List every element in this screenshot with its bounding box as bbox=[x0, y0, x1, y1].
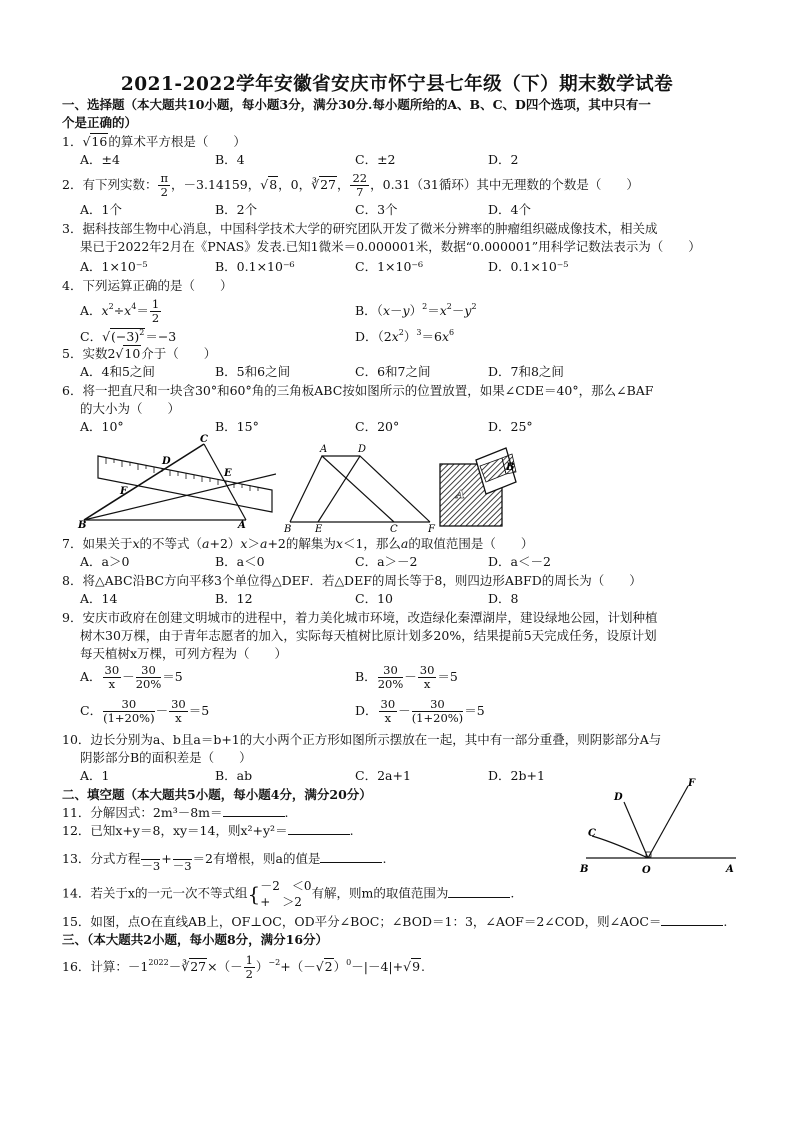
q1-option-d: D．2 bbox=[488, 152, 519, 167]
q10-option-c: C．2a+1 bbox=[355, 768, 411, 783]
q5-option-b: B．5和6之间 bbox=[215, 364, 291, 379]
q3-option-a: A．1×10⁻⁵ bbox=[80, 259, 148, 274]
fig4-label-f: F bbox=[688, 778, 696, 789]
section1-heading-cont: 个是正确的） bbox=[62, 115, 138, 130]
fig1-label-a: A bbox=[238, 520, 246, 530]
figure-overlapping-squares bbox=[436, 442, 526, 532]
q6-stem-cont: 的大小为（ ） bbox=[80, 401, 181, 416]
section3-heading: 三、（本大题共2小题，每小题8分，满分16分） bbox=[62, 932, 329, 947]
q7-option-b: B．a＜0 bbox=[215, 554, 265, 569]
q3-stem-cont: 果已于2022年2月在《PNAS》发表.已知1微米＝0.000001米，数据“0.000001”用科学记数法表示为（ ） bbox=[80, 239, 701, 254]
q3-stem: 3．据科技部生物中心消息，中国科学技术大学的研究团队开发了微米分辨率的肿瘤组织磁成像技术，相关成 bbox=[62, 221, 658, 236]
fig4-label-o: O bbox=[642, 865, 651, 876]
q4-option-d: D．$(2x^2)^3=6x^6$ bbox=[355, 328, 455, 344]
fig4-label-c: C bbox=[588, 828, 596, 839]
q2-stem: 2．有下列实数： $\frac{\pi}{2}$ ，－3.14159，√8，0，∛27， $\frac{22}{7}$ ，0.31（31循环）其中无理数的个数是（ ） bbox=[62, 171, 639, 199]
q5-option-d: D．7和8之间 bbox=[488, 364, 564, 379]
q1-option-a: A．±4 bbox=[80, 152, 120, 167]
q3-option-d: D．0.1×10⁻⁵ bbox=[488, 259, 569, 274]
section1-heading: 一、选择题（本大题共10小题，每小题3分，满分30分.每小题所给的A、B、C、D四个选项，其中只有一 bbox=[62, 97, 651, 112]
figure-angle-diagram bbox=[576, 776, 746, 876]
q4-option-b: B．$(x-y)^2=x^2-y^2$ bbox=[355, 302, 477, 318]
q8-option-a: A．14 bbox=[80, 591, 118, 606]
fig4-label-a: A bbox=[726, 864, 734, 875]
q12-answer-blank[interactable] bbox=[288, 822, 350, 835]
q2-option-a: A．1个 bbox=[80, 202, 122, 217]
q2-option-b: B．2个 bbox=[215, 202, 258, 217]
q12-stem: 12．已知x+y＝8，xy＝14，则x²+y²＝ . bbox=[62, 823, 354, 838]
fig1-label-e: E bbox=[224, 468, 232, 479]
q10-option-d: D．2b+1 bbox=[488, 768, 545, 783]
q3-option-c: C．1×10⁻⁶ bbox=[355, 259, 424, 274]
q1-option-b: B．4 bbox=[215, 152, 245, 167]
fig1-label-b: B bbox=[78, 520, 87, 530]
q7-option-c: C．a＞－2 bbox=[355, 554, 418, 569]
fig2-label-b: B bbox=[284, 524, 292, 532]
fig2-label-d: D bbox=[358, 444, 367, 455]
fig1-label-f: F bbox=[120, 486, 128, 497]
figure-ruler-triangle bbox=[76, 434, 276, 530]
fig3-label-b: B bbox=[506, 462, 515, 473]
q15-answer-blank[interactable] bbox=[661, 913, 723, 926]
q4-option-c: C．$√(-3)^2=-3$ bbox=[80, 328, 177, 344]
q3-option-b: B．0.1×10⁻⁶ bbox=[215, 259, 295, 274]
q4-option-a: A．$x^2\div x^4=$ $\frac{1}{2}$ bbox=[80, 297, 160, 325]
fig2-label-f: F bbox=[428, 524, 435, 532]
q10-option-b: B．ab bbox=[215, 768, 253, 783]
q11-answer-blank[interactable] bbox=[223, 804, 285, 817]
q4-stem: 4．下列运算正确的是（ ） bbox=[62, 278, 233, 293]
q13-stem: 13．分式方程 －3 + －3 ＝2有增根，则a的值是 . bbox=[62, 846, 386, 873]
fig2-label-a: A bbox=[320, 444, 328, 455]
q8-stem: 8．将△ABC沿BC方向平移3个单位得△DEF．若△DEF的周长等于8，则四边形ABFD的周长为（ ） bbox=[62, 573, 642, 588]
q16-stem: 16．计算：$-1^{2022}-∛27\times(-$ $\frac{1}{2}$ ）$^{-2}+(-√2)^0-|-4|+√9$. bbox=[62, 953, 425, 981]
fig2-label-c: C bbox=[390, 524, 398, 532]
fig4-label-b: B bbox=[580, 864, 589, 875]
q8-option-c: C．10 bbox=[355, 591, 393, 606]
q2-option-c: C．3个 bbox=[355, 202, 398, 217]
figure-translated-triangles bbox=[282, 440, 442, 532]
q6-stem: 6．将一把直尺和一块含30°和60°角的三角板ABC按如图所示的位置放置，如果∠CDE＝40°，那么∠BAF bbox=[62, 383, 654, 398]
q6-option-c: C．20° bbox=[355, 419, 400, 434]
q7-stem: 7．如果关于x的不等式（a+2）x＞a+2的解集为x＜1，那么a的取值范围是（ ） bbox=[62, 536, 534, 551]
page-title: 2021-2022学年安徽省安庆市怀宁县七年级（下）期末数学试卷 bbox=[120, 74, 674, 95]
fig3-label-a: A bbox=[456, 488, 465, 501]
q9-stem-cont1: 树木30万棵，由于青年志愿者的加入，实际每天植树比原计划多20%，结果提前5天完成任务，设原计划 bbox=[80, 628, 657, 643]
fig2-label-e: E bbox=[315, 524, 323, 532]
q6-option-d: D．25° bbox=[488, 419, 533, 434]
q8-option-b: B．12 bbox=[215, 591, 253, 606]
q9-stem: 9．安庆市政府在创建文明城市的进程中，着力美化城市环境，改造绿化秦潭湖岸，建设绿地公园，计划种植 bbox=[62, 610, 658, 625]
q14-stem: 14．若关于x的一元一次不等式组{ －2 ＜0 + ＞2 有解，则m的取值范围为 . bbox=[62, 879, 515, 909]
q9-option-c: C． $\frac{30}{(1+20\%)}$ － $\frac{30}{x}$ ＝5 bbox=[80, 697, 210, 725]
fig4-label-d: D bbox=[614, 792, 623, 803]
q14-answer-blank[interactable] bbox=[448, 885, 510, 898]
fig1-label-c: C bbox=[200, 434, 208, 445]
q8-option-d: D．8 bbox=[488, 591, 519, 606]
q5-stem: 5．实数2√10介于（ ） bbox=[62, 346, 217, 361]
q1-option-c: C．±2 bbox=[355, 152, 396, 167]
q13-answer-blank[interactable] bbox=[320, 850, 382, 863]
q10-stem: 10．边长分别为a、b且a＝b+1的大小两个正方形如图所示摆放在一起，其中有一部分重叠，则阴影部分A与 bbox=[62, 732, 662, 747]
q5-option-a: A．4和5之间 bbox=[80, 364, 155, 379]
q10-option-a: A．1 bbox=[80, 768, 110, 783]
q10-stem-cont: 阴影部分B的面积差是（ ） bbox=[80, 750, 252, 765]
q6-option-b: B．15° bbox=[215, 419, 259, 434]
q2-option-d: D．4个 bbox=[488, 202, 531, 217]
q5-option-c: C．6和7之间 bbox=[355, 364, 431, 379]
q9-option-b: B． $\frac{30}{20\%}$ － $\frac{30}{x}$ ＝5 bbox=[355, 663, 458, 691]
q7-option-a: A．a＞0 bbox=[80, 554, 130, 569]
q7-option-d: D．a＜－2 bbox=[488, 554, 551, 569]
q11-stem: 11．分解因式：2m³－8m＝ . bbox=[62, 805, 289, 820]
q9-option-a: A． $\frac{30}{x}$ － $\frac{30}{20\%}$ ＝5 bbox=[80, 663, 183, 691]
q15-stem: 15．如图，点O在直线AB上，OF⊥OC，OD平分∠BOC；∠BOD＝1：3，∠AOF＝2∠COD，则∠AOC＝ . bbox=[62, 914, 728, 929]
q9-option-d: D． $\frac{30}{x}$ － $\frac{30}{(1+20\%)}$ ＝5 bbox=[355, 697, 485, 725]
q1-stem: 1．√16的算术平方根是（ ） bbox=[62, 134, 246, 149]
section2-heading: 二、填空题（本大题共5小题，每小题4分，满分20分） bbox=[62, 787, 372, 802]
fig1-label-d: D bbox=[162, 456, 171, 467]
q9-stem-cont2: 每天植树x万棵，可列方程为（ ） bbox=[80, 646, 288, 661]
q6-option-a: A．10° bbox=[80, 419, 124, 434]
